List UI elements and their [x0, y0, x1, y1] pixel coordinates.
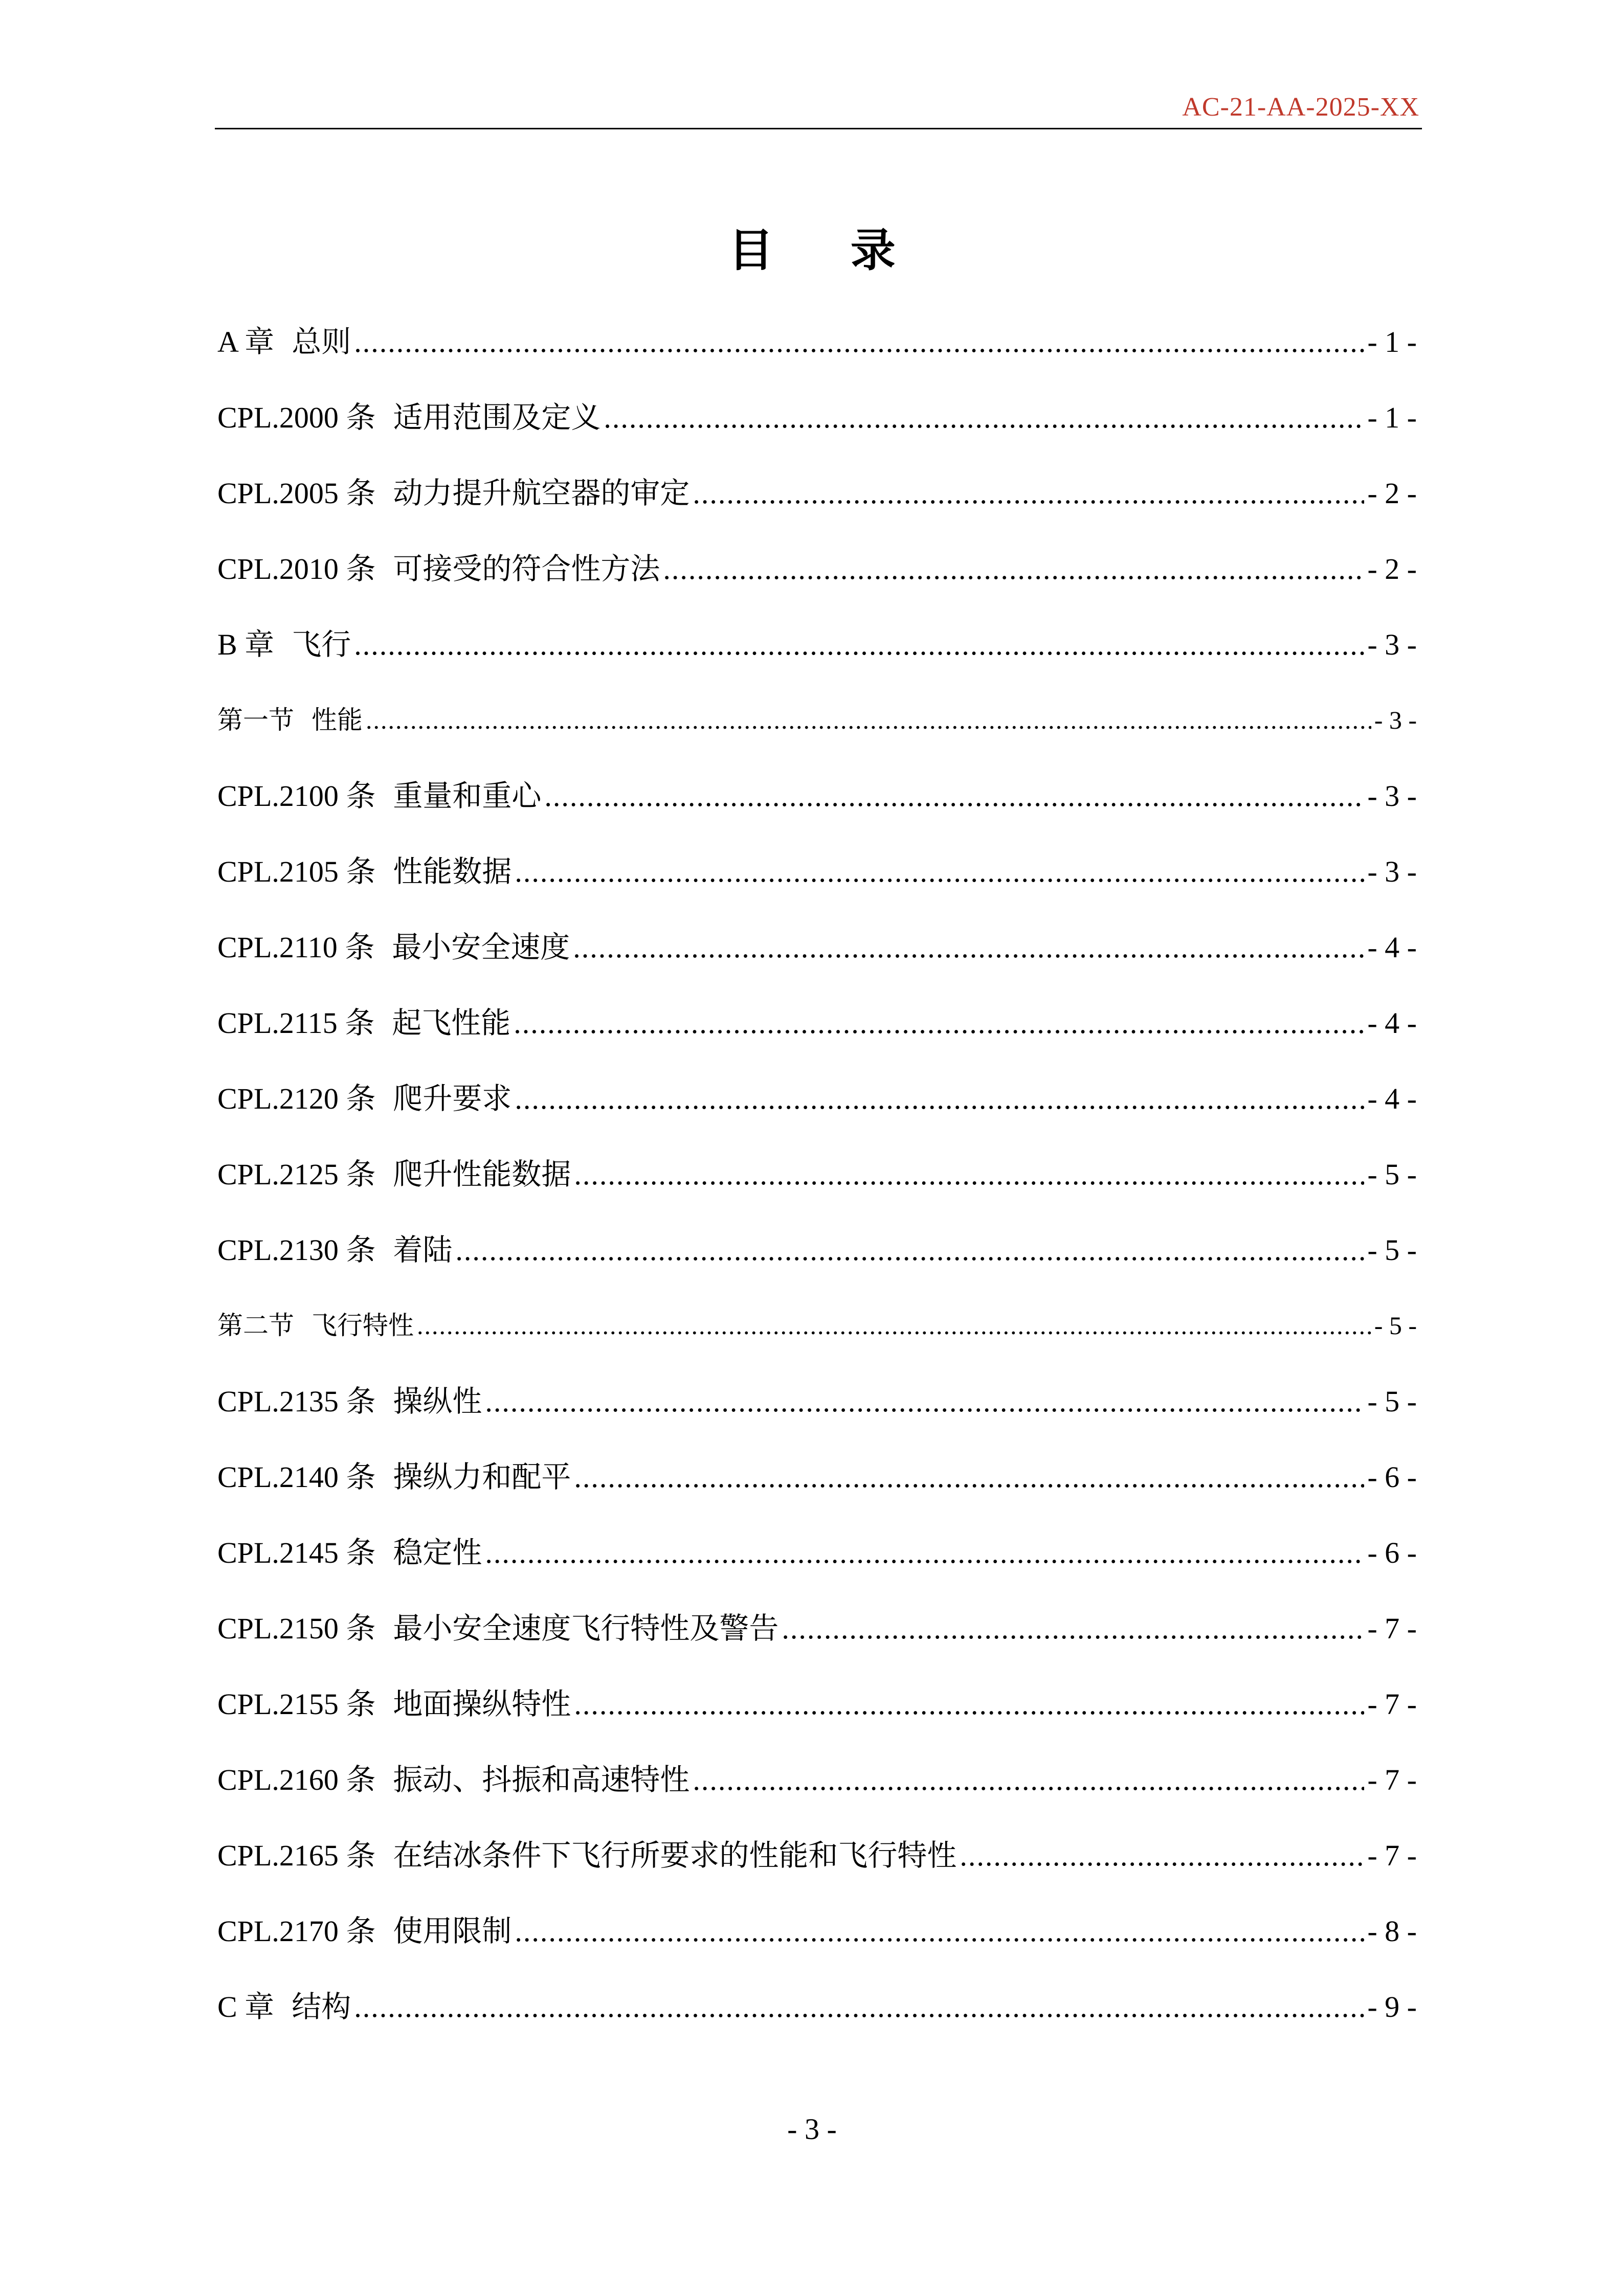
- toc-entry-page: - 1 -: [1367, 325, 1417, 358]
- toc-entry-title: 操纵性: [393, 1384, 482, 1419]
- toc-entry[interactable]: [217, 1452, 1417, 1528]
- toc-entry-prefix: CPL.2170 条: [217, 1915, 376, 1948]
- toc-leader-dots: [354, 322, 1364, 363]
- toc-entry-label: [217, 321, 351, 363]
- toc-entry-label: [217, 548, 660, 590]
- toc-entry-page: - 4 -: [1367, 931, 1417, 964]
- toc-entry-label: [217, 1229, 452, 1271]
- toc-entry-prefix: CPL.2100 条: [217, 779, 376, 813]
- toc-entry-label: [217, 851, 511, 892]
- toc-entry[interactable]: [217, 544, 1417, 620]
- toc-entry-title: 地面操纵特性: [393, 1686, 571, 1721]
- toc-leader-dots: [515, 1911, 1364, 1952]
- toc-entry-page: - 7 -: [1367, 1763, 1417, 1796]
- toc-entry[interactable]: [217, 1755, 1417, 1831]
- toc-entry-label: [217, 1532, 482, 1573]
- toc-leader-dots: [544, 776, 1364, 817]
- toc-leader-dots: [485, 1381, 1364, 1422]
- toc-entry[interactable]: [217, 468, 1417, 544]
- toc-entry-title: 着陆: [393, 1232, 453, 1267]
- toc-entry-label: [217, 1835, 956, 1876]
- toc-entry-prefix: CPL.2160 条: [217, 1763, 376, 1796]
- toc-entry-label: [217, 397, 600, 438]
- header-divider: [215, 128, 1422, 129]
- toc-leader-dots: [574, 1684, 1364, 1725]
- toc-leader-dots: [485, 1533, 1364, 1573]
- toc-entry-title: 起飞性能: [392, 1005, 511, 1040]
- toc-entry-label: [217, 927, 570, 968]
- toc-entry[interactable]: [217, 1528, 1417, 1604]
- toc-entry[interactable]: [217, 1906, 1417, 1982]
- toc-entry-prefix: CPL.2125 条: [217, 1158, 376, 1191]
- toc-entry-prefix: CPL.2120 条: [217, 1082, 376, 1115]
- toc-entry-page: - 4 -: [1367, 1006, 1417, 1040]
- toc-entry-title: 爬升要求: [393, 1081, 512, 1116]
- toc-entry-page: - 6 -: [1367, 1460, 1417, 1494]
- toc-entry-label: [217, 1910, 511, 1952]
- toc-leader-dots: [960, 1835, 1364, 1876]
- toc-entry[interactable]: [217, 998, 1417, 1074]
- toc-leader-dots: [693, 1760, 1364, 1800]
- toc-leader-dots: [515, 1078, 1364, 1119]
- toc-leader-dots: [354, 1987, 1364, 2028]
- toc-entry-title: 稳定性: [393, 1535, 482, 1570]
- toc-entry-page: - 8 -: [1367, 1915, 1417, 1948]
- toc-entry-title: 性能: [312, 705, 363, 735]
- toc-leader-dots: [515, 851, 1364, 892]
- toc-entry-title: 性能数据: [393, 854, 512, 889]
- toc-entry-prefix: 第二节: [217, 1311, 294, 1340]
- toc-entry[interactable]: [217, 1604, 1417, 1679]
- toc-entry-label: [217, 1759, 689, 1800]
- toc-entry-label: [217, 472, 689, 514]
- toc-entry-page: - 3 -: [1367, 628, 1417, 661]
- toc-entry[interactable]: [217, 1150, 1417, 1225]
- toc-leader-dots: [663, 549, 1364, 590]
- toc-entry[interactable]: [217, 1074, 1417, 1150]
- toc-entry[interactable]: [217, 1301, 1417, 1377]
- table-of-contents: [217, 317, 1417, 2058]
- toc-leader-dots: [574, 1457, 1364, 1498]
- toc-entry-title: 飞行: [292, 627, 351, 662]
- toc-entry[interactable]: [217, 922, 1417, 998]
- toc-entry-title: 使用限制: [393, 1914, 512, 1948]
- toc-entry[interactable]: [217, 847, 1417, 922]
- toc-entry-prefix: B 章: [217, 628, 275, 661]
- toc-entry[interactable]: [217, 1377, 1417, 1452]
- toc-entry-title: 重量和重心: [393, 778, 542, 813]
- toc-entry-title: 最小安全速度: [392, 930, 570, 964]
- toc-entry-prefix: CPL.2145 条: [217, 1536, 376, 1569]
- toc-entry-prefix: CPL.2165 条: [217, 1839, 376, 1872]
- toc-entry-title: 总则: [292, 324, 351, 359]
- toc-entry-page: - 3 -: [1367, 855, 1417, 888]
- toc-leader-dots: [514, 1003, 1364, 1044]
- toc-entry[interactable]: [217, 771, 1417, 847]
- toc-entry-label: [217, 1002, 510, 1044]
- toc-entry-label: [217, 1608, 778, 1649]
- toc-entry-label: [217, 1154, 571, 1195]
- toc-entry-title: 可接受的符合性方法: [393, 551, 660, 586]
- toc-entry-label: [217, 775, 541, 817]
- toc-leader-dots: [604, 397, 1364, 438]
- toc-entry-label: [217, 1456, 571, 1498]
- toc-entry-page: - 4 -: [1367, 1082, 1417, 1115]
- toc-entry-prefix: CPL.2110 条: [217, 931, 375, 964]
- toc-entry-page: - 3 -: [1374, 706, 1417, 734]
- toc-entry-prefix: CPL.2010 条: [217, 552, 376, 586]
- page-title: 目 录: [728, 224, 926, 277]
- toc-leader-dots: [574, 1154, 1364, 1195]
- toc-entry[interactable]: [217, 393, 1417, 468]
- toc-entry-title: 最小安全速度飞行特性及警告: [393, 1611, 779, 1646]
- toc-entry-label: [217, 1986, 351, 2028]
- toc-leader-dots: [573, 927, 1364, 968]
- toc-entry-page: - 3 -: [1367, 779, 1417, 813]
- toc-entry[interactable]: [217, 1831, 1417, 1906]
- toc-entry[interactable]: [217, 1679, 1417, 1755]
- toc-entry-title: 飞行特性: [312, 1311, 414, 1340]
- toc-leader-dots: [693, 473, 1364, 514]
- toc-entry-label: [217, 1683, 571, 1725]
- toc-entry-label: [217, 624, 351, 665]
- toc-leader-dots: [782, 1608, 1364, 1649]
- toc-leader-dots: [417, 1305, 1371, 1346]
- toc-entry-prefix: CPL.2005 条: [217, 477, 376, 510]
- toc-entry[interactable]: [217, 620, 1417, 695]
- toc-entry-prefix: CPL.2150 条: [217, 1612, 376, 1645]
- toc-entry[interactable]: [217, 1982, 1417, 2058]
- toc-entry-prefix: CPL.2000 条: [217, 401, 376, 434]
- toc-entry-page: - 9 -: [1367, 1990, 1417, 2023]
- toc-entry-page: - 7 -: [1367, 1612, 1417, 1645]
- toc-leader-dots: [455, 1230, 1364, 1271]
- toc-entry-label: [217, 1078, 511, 1119]
- toc-leader-dots: [366, 700, 1371, 740]
- toc-entry-prefix: CPL.2130 条: [217, 1233, 376, 1267]
- toc-entry-page: - 5 -: [1367, 1158, 1417, 1191]
- toc-entry[interactable]: [217, 317, 1417, 393]
- toc-leader-dots: [354, 624, 1364, 665]
- toc-entry-title: 爬升性能数据: [393, 1157, 571, 1191]
- toc-entry-page: - 2 -: [1367, 477, 1417, 510]
- toc-entry-prefix: CPL.2105 条: [217, 855, 376, 888]
- toc-entry-page: - 7 -: [1367, 1687, 1417, 1721]
- toc-entry-prefix: 第一节: [217, 705, 294, 735]
- toc-entry-title: 结构: [292, 1989, 351, 2024]
- toc-entry-prefix: C 章: [217, 1990, 275, 2023]
- toc-entry-label: [217, 1381, 482, 1422]
- toc-entry-title: 动力提升航空器的审定: [393, 476, 690, 510]
- toc-entry-page: - 6 -: [1367, 1536, 1417, 1569]
- toc-entry-label: [217, 1305, 414, 1346]
- toc-entry-prefix: CPL.2135 条: [217, 1385, 376, 1418]
- toc-entry-prefix: CPL.2140 条: [217, 1460, 376, 1494]
- toc-entry-title: 在结冰条件下飞行所要求的性能和飞行特性: [393, 1838, 957, 1873]
- toc-entry-page: - 5 -: [1367, 1385, 1417, 1418]
- document-id: AC-21-AA-2025-XX: [1182, 93, 1419, 122]
- toc-entry-title: 适用范围及定义: [393, 400, 601, 435]
- toc-entry-title: 振动、抖振和高速特性: [393, 1762, 690, 1797]
- toc-entry-title: 操纵力和配平: [393, 1459, 571, 1494]
- toc-entry-label: [217, 700, 363, 740]
- toc-entry-page: - 2 -: [1367, 552, 1417, 586]
- toc-entry[interactable]: [217, 1225, 1417, 1301]
- toc-entry-page: - 5 -: [1374, 1311, 1417, 1340]
- toc-entry-prefix: CPL.2115 条: [217, 1006, 375, 1040]
- toc-entry-page: - 1 -: [1367, 401, 1417, 434]
- toc-entry-prefix: A 章: [217, 325, 275, 358]
- toc-entry-page: - 5 -: [1367, 1233, 1417, 1267]
- page-number: - 3 -: [787, 2112, 837, 2146]
- toc-entry-page: - 7 -: [1367, 1839, 1417, 1872]
- toc-entry-prefix: CPL.2155 条: [217, 1687, 376, 1721]
- toc-entry[interactable]: [217, 695, 1417, 771]
